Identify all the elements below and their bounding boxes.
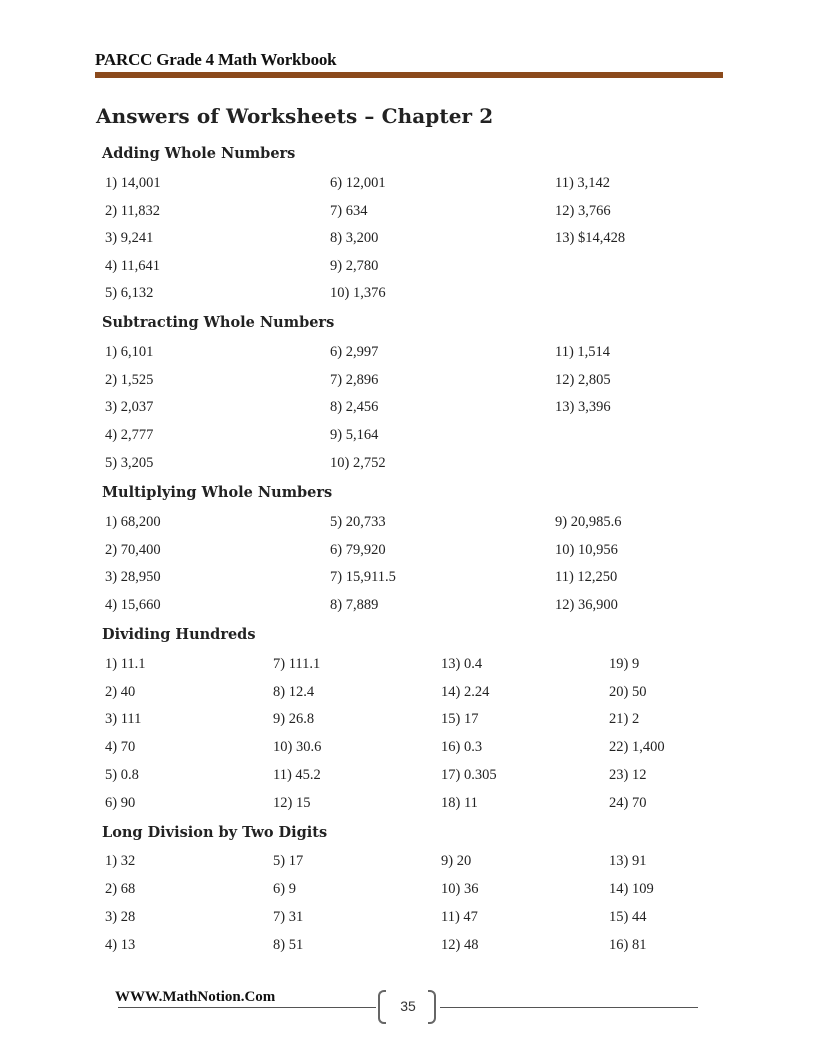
answer-item: 3) 9,241 [105,230,154,246]
answer-item: 10) 1,376 [330,285,386,301]
answer-item: 5) 6,132 [105,285,154,301]
answer-item: 3) 28,950 [105,569,161,586]
section-title: Dividing Hundreds [102,626,256,643]
answer-item: 2) 40 [105,683,136,700]
answer-item: 13) $14,428 [555,230,626,246]
answer-item: 15) 17 [441,711,479,728]
answer-item: 8) 12.4 [273,683,315,700]
header-rule [95,72,723,78]
section-title: Multiplying Whole Numbers [102,484,333,501]
workbook-title: PARCC Grade 4 Math Workbook [95,50,337,69]
answer-item: 5) 0.8 [105,766,139,783]
answer-item: 1) 32 [105,853,136,869]
answer-item: 1) 6,101 [105,344,154,360]
page-title: Answers of Worksheets – Chapter 2 [96,104,494,128]
answer-item: 8) 7,889 [330,597,379,614]
answer-item: 12) 15 [273,794,311,811]
answer-item: 7) 111.1 [273,656,321,672]
answer-item: 10) 10,956 [555,541,618,558]
answer-item: 6) 2,997 [330,344,379,360]
answer-item: 7) 15,911.5 [330,569,396,586]
answer-item: 2) 70,400 [105,541,161,558]
section-title: Long Division by Two Digits [102,824,328,841]
answer-item: 13) 3,396 [555,399,611,416]
answer-item: 14) 2.24 [441,683,490,700]
answer-item: 24) 70 [609,794,647,811]
answer-item: 5) 20,733 [330,514,386,530]
answer-item: 12) 48 [441,937,479,953]
answer-item: 21) 2 [609,711,640,728]
answer-item: 15) 44 [609,909,647,925]
answer-item: 3) 2,037 [105,399,154,416]
page-number-bracket-left [378,990,386,1024]
section-title: Adding Whole Numbers [102,145,296,162]
answer-item: 9) 2,780 [330,257,379,274]
answer-item: 11) 47 [441,909,478,925]
answer-item: 17) 0.305 [441,766,497,783]
answer-item: 18) 11 [441,794,478,811]
answer-item: 6) 90 [105,794,136,811]
answer-item: 4) 2,777 [105,427,154,444]
answer-item: 1) 11.1 [105,656,146,672]
answer-item: 7) 31 [273,909,304,925]
answer-item: 12) 2,805 [555,371,611,388]
answer-item: 3) 28 [105,909,136,925]
answer-item: 4) 15,660 [105,597,161,614]
answer-item: 2) 68 [105,881,136,897]
answer-item: 23) 12 [609,766,647,783]
answer-item: 6) 79,920 [330,541,386,558]
footer-rule-left [118,1007,376,1008]
answer-item: 11) 1,514 [555,344,611,360]
answer-item: 9) 20,985.6 [555,514,622,530]
answer-item: 4) 70 [105,739,136,756]
answer-item: 2) 1,525 [105,371,154,388]
answer-item: 2) 11,832 [105,202,161,219]
answer-item: 3) 111 [105,711,142,728]
answer-item: 11) 12,250 [555,569,618,586]
page-number-bracket-right [428,990,436,1024]
answer-item: 12) 3,766 [555,202,611,219]
answer-item: 11) 45.2 [273,766,321,783]
page-number: 35 [400,998,416,1014]
answer-item: 13) 0.4 [441,656,483,672]
answer-item: 1) 68,200 [105,514,161,530]
answer-item: 16) 81 [609,937,647,953]
answer-item: 5) 17 [273,853,304,869]
answer-item: 4) 13 [105,937,136,953]
answer-item: 8) 51 [273,937,304,953]
answer-item: 13) 91 [609,853,647,869]
section-title: Subtracting Whole Numbers [102,314,335,331]
answer-item: 8) 2,456 [330,399,379,416]
answer-item: 20) 50 [609,683,647,700]
answer-item: 16) 0.3 [441,739,483,756]
answer-item: 1) 14,001 [105,175,161,191]
answer-item: 9) 20 [441,853,472,869]
answer-item: 12) 36,900 [555,597,618,614]
answer-item: 19) 9 [609,656,640,672]
answer-item: 8) 3,200 [330,230,379,246]
answer-item: 10) 36 [441,881,479,897]
answer-item: 10) 2,752 [330,454,386,471]
answer-item: 14) 109 [609,881,654,897]
footer-rule-right [440,1007,698,1008]
answer-item: 6) 9 [273,881,296,897]
answer-item: 7) 634 [330,202,368,219]
footer-website: WWW.MathNotion.Com [115,989,276,1005]
answer-item: 6) 12,001 [330,175,386,191]
answer-item: 5) 3,205 [105,454,154,471]
answer-item: 11) 3,142 [555,175,611,191]
answer-item: 4) 11,641 [105,257,161,274]
answer-item: 22) 1,400 [609,739,665,756]
answer-item: 7) 2,896 [330,371,379,388]
answer-item: 9) 26.8 [273,711,315,728]
answer-item: 10) 30.6 [273,739,322,756]
answer-item: 9) 5,164 [330,427,379,444]
